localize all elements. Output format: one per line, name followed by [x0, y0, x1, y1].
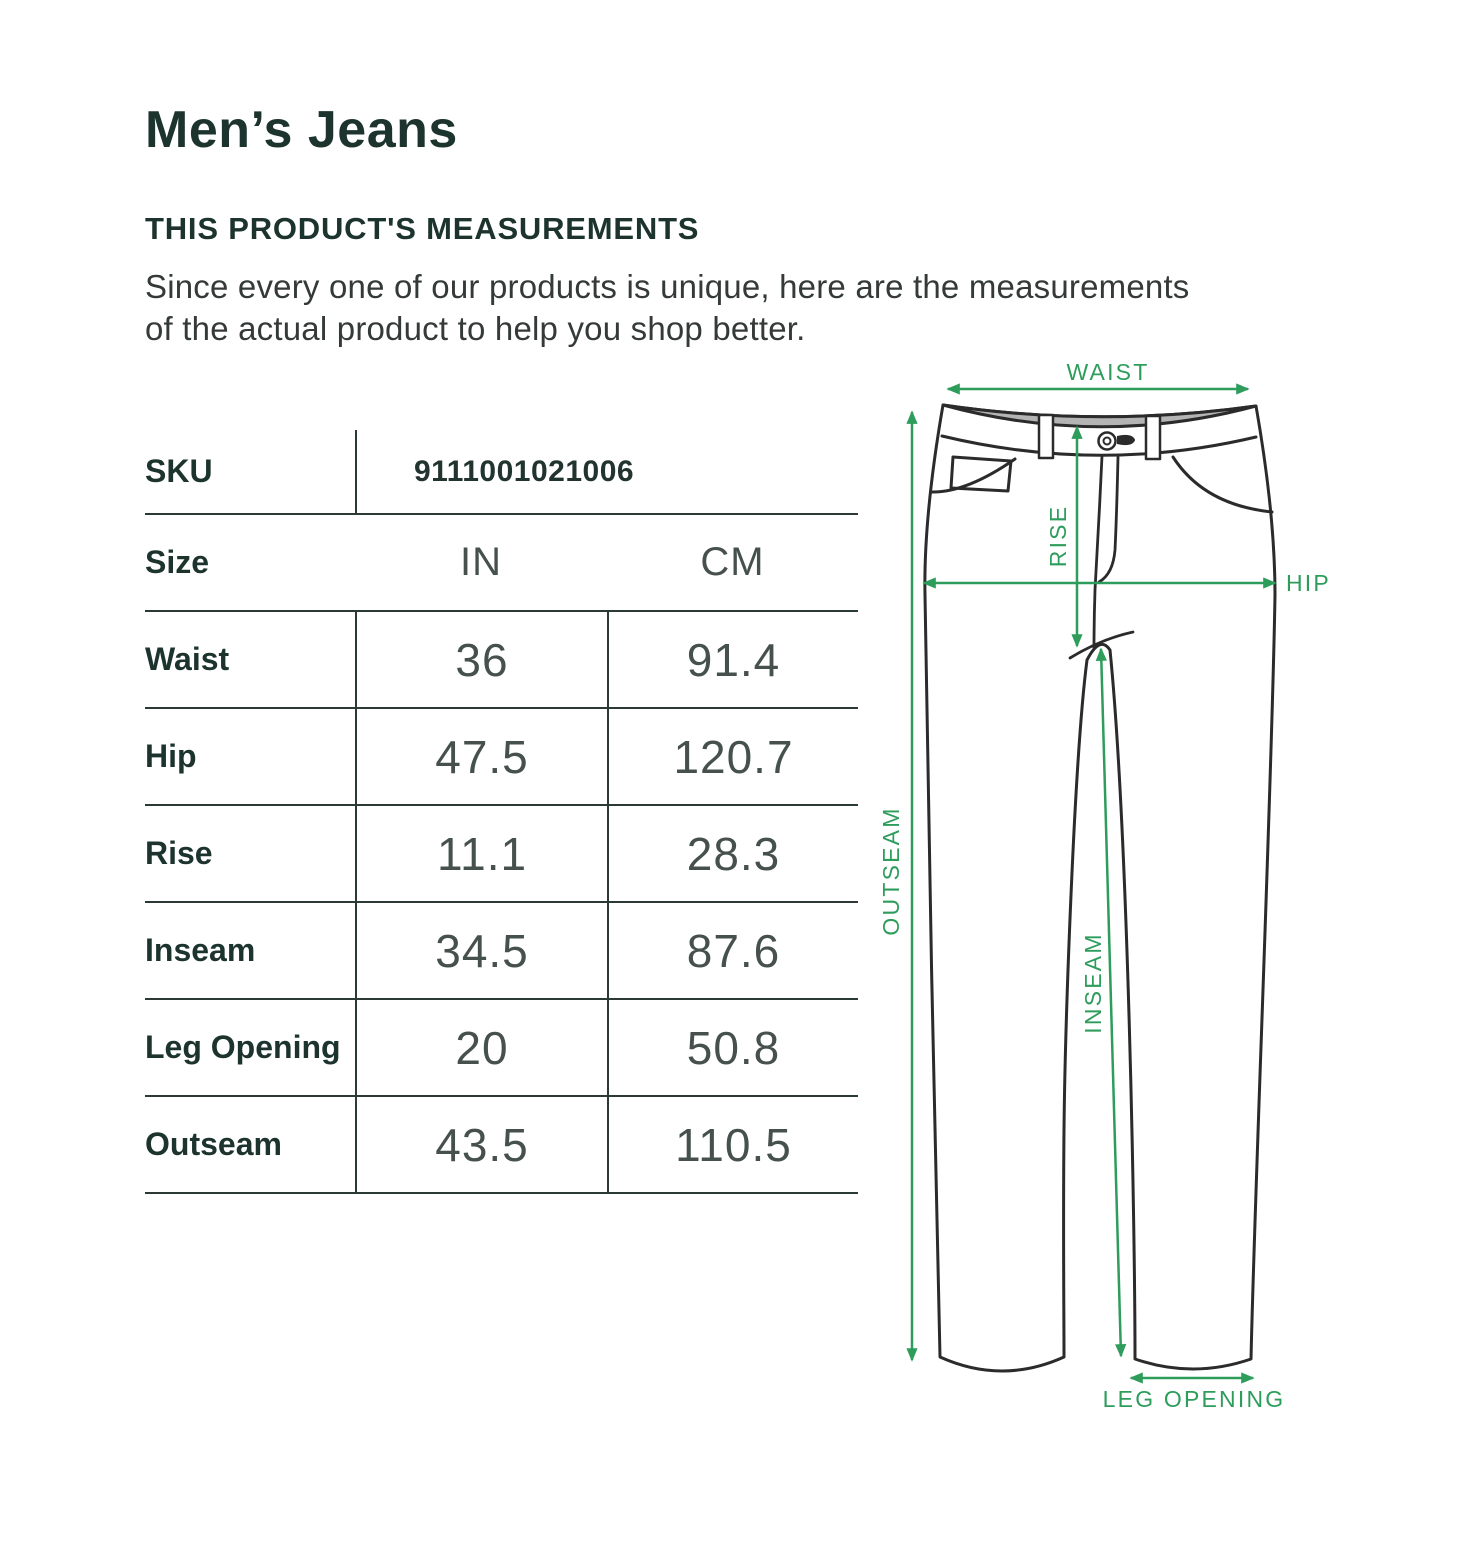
table-row-leg-opening [145, 1000, 858, 1097]
table-row-waist [145, 612, 858, 709]
unit-header-in: IN [460, 540, 502, 584]
row-label: Leg Opening [145, 1029, 341, 1065]
row-label: Hip [145, 738, 197, 774]
row-value-in: 20 [355, 1000, 607, 1095]
table-row-rise [145, 806, 858, 903]
jeans-measurement-diagram [858, 330, 1459, 1510]
row-label: Outseam [145, 1126, 282, 1162]
row-value-cm: 110.5 [607, 1097, 858, 1192]
page-title: Men’s Jeans [145, 101, 458, 159]
row-label: Waist [145, 641, 230, 677]
row-label: Rise [145, 835, 213, 871]
row-value-in: 11.1 [355, 806, 607, 901]
belt-loop-right [1146, 416, 1160, 459]
description-line-1: Since every one of our products is unique, here are the measurements [145, 268, 1190, 305]
rise-dimension-label: RISE [1045, 504, 1071, 568]
outseam-dimension-label: OUTSEAM [878, 806, 904, 936]
section-heading: THIS PRODUCT'S MEASUREMENTS [145, 211, 700, 246]
row-value-in: 34.5 [355, 903, 607, 998]
jeans-illustration-icon [925, 405, 1275, 1371]
size-label: Size [145, 544, 210, 580]
jeans-body-outline [925, 405, 1275, 1371]
table-row-size-header [145, 515, 858, 612]
leg-opening-dimension-label: LEG OPENING [1102, 1386, 1286, 1412]
unit-header-cm: CM [700, 540, 765, 584]
row-value-in: 36 [355, 612, 607, 707]
hip-dimension-label: HIP [1286, 570, 1331, 596]
table-row-outseam [145, 1097, 858, 1194]
button-icon [1099, 433, 1116, 450]
table-row-sku [145, 430, 858, 515]
row-value-cm: 28.3 [607, 806, 858, 901]
sku-label: SKU [145, 453, 213, 489]
row-value-in: 47.5 [355, 709, 607, 804]
row-value-cm: 87.6 [607, 903, 858, 998]
description-line-2: of the actual product to help you shop better. [145, 310, 806, 347]
row-value-cm: 120.7 [607, 709, 858, 804]
belt-loop-left [1039, 415, 1053, 458]
waist-dimension-label: WAIST [1066, 359, 1150, 385]
measurements-table [145, 430, 858, 1194]
table-row-inseam [145, 903, 858, 1000]
row-value-cm: 50.8 [607, 1000, 858, 1095]
row-label: Inseam [145, 932, 256, 968]
sku-value: 9111001021006 [355, 430, 858, 513]
row-value-in: 43.5 [355, 1097, 607, 1192]
inseam-dimension-label: INSEAM [1080, 932, 1106, 1034]
row-value-cm: 91.4 [607, 612, 858, 707]
table-row-hip [145, 709, 858, 806]
